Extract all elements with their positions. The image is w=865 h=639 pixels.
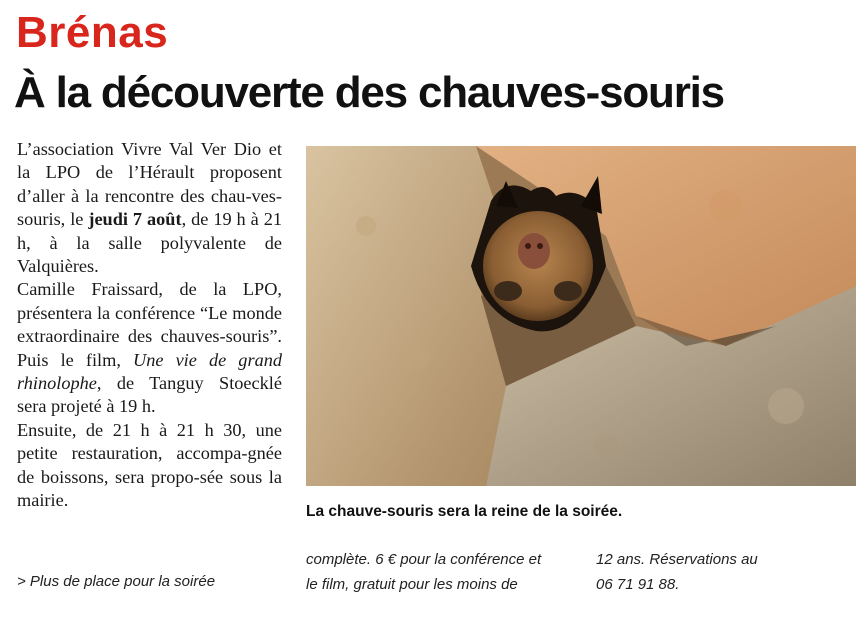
hanging-bat-illustration <box>306 146 856 486</box>
body-paragraph-1 <box>17 138 282 278</box>
article-headline: À la découverte des chauves-souris <box>14 68 724 117</box>
body-paragraph-2 <box>17 278 282 418</box>
body-paragraph-3: Ensuite, de 21 h à 21 h 30, une petite restauration, accompa-gnée de boissons, sera propo-sée sous la mairie. <box>17 419 282 511</box>
footer-phone-number: 06 71 91 88. <box>596 576 680 593</box>
body-p1-start: L’association Vivre Val Ver Dio et la LPO de l’Hérault proposent d’aller à la rencontre des chau-ves-souris, le <box>17 139 282 230</box>
footer-mid-line-2: le film, gratuit pour les moins de <box>306 576 518 593</box>
photo-caption: La chauve-souris sera la reine de la soirée. <box>306 503 623 520</box>
footer-mid-line-1: complète. 6 € pour la conférence et <box>306 551 542 568</box>
footer-note-middle <box>306 547 576 597</box>
event-date: jeudi 7 août <box>88 209 182 230</box>
body-p2-end: , de Tanguy Stoecklé sera projeté à 19 h. <box>17 373 282 417</box>
footer-note-left: > Plus de place pour la soirée <box>17 573 216 590</box>
body-p2-start: Camille Fraissard, de la LPO, présentera la conférence “Le monde extraordinaire des chauves-souris”. Puis le film, <box>17 279 282 370</box>
section-kicker: Brénas <box>16 8 169 57</box>
bat-photo <box>306 146 856 486</box>
body-p1-end: , de 19 h à 21 h, à la salle polyvalente de Valquières. <box>17 209 282 277</box>
article-body <box>17 138 282 513</box>
film-title: Une vie de grand rhinolophe <box>17 349 282 394</box>
footer-note-right <box>596 547 826 597</box>
footer-right-line-1: 12 ans. Réservations au <box>596 551 758 568</box>
